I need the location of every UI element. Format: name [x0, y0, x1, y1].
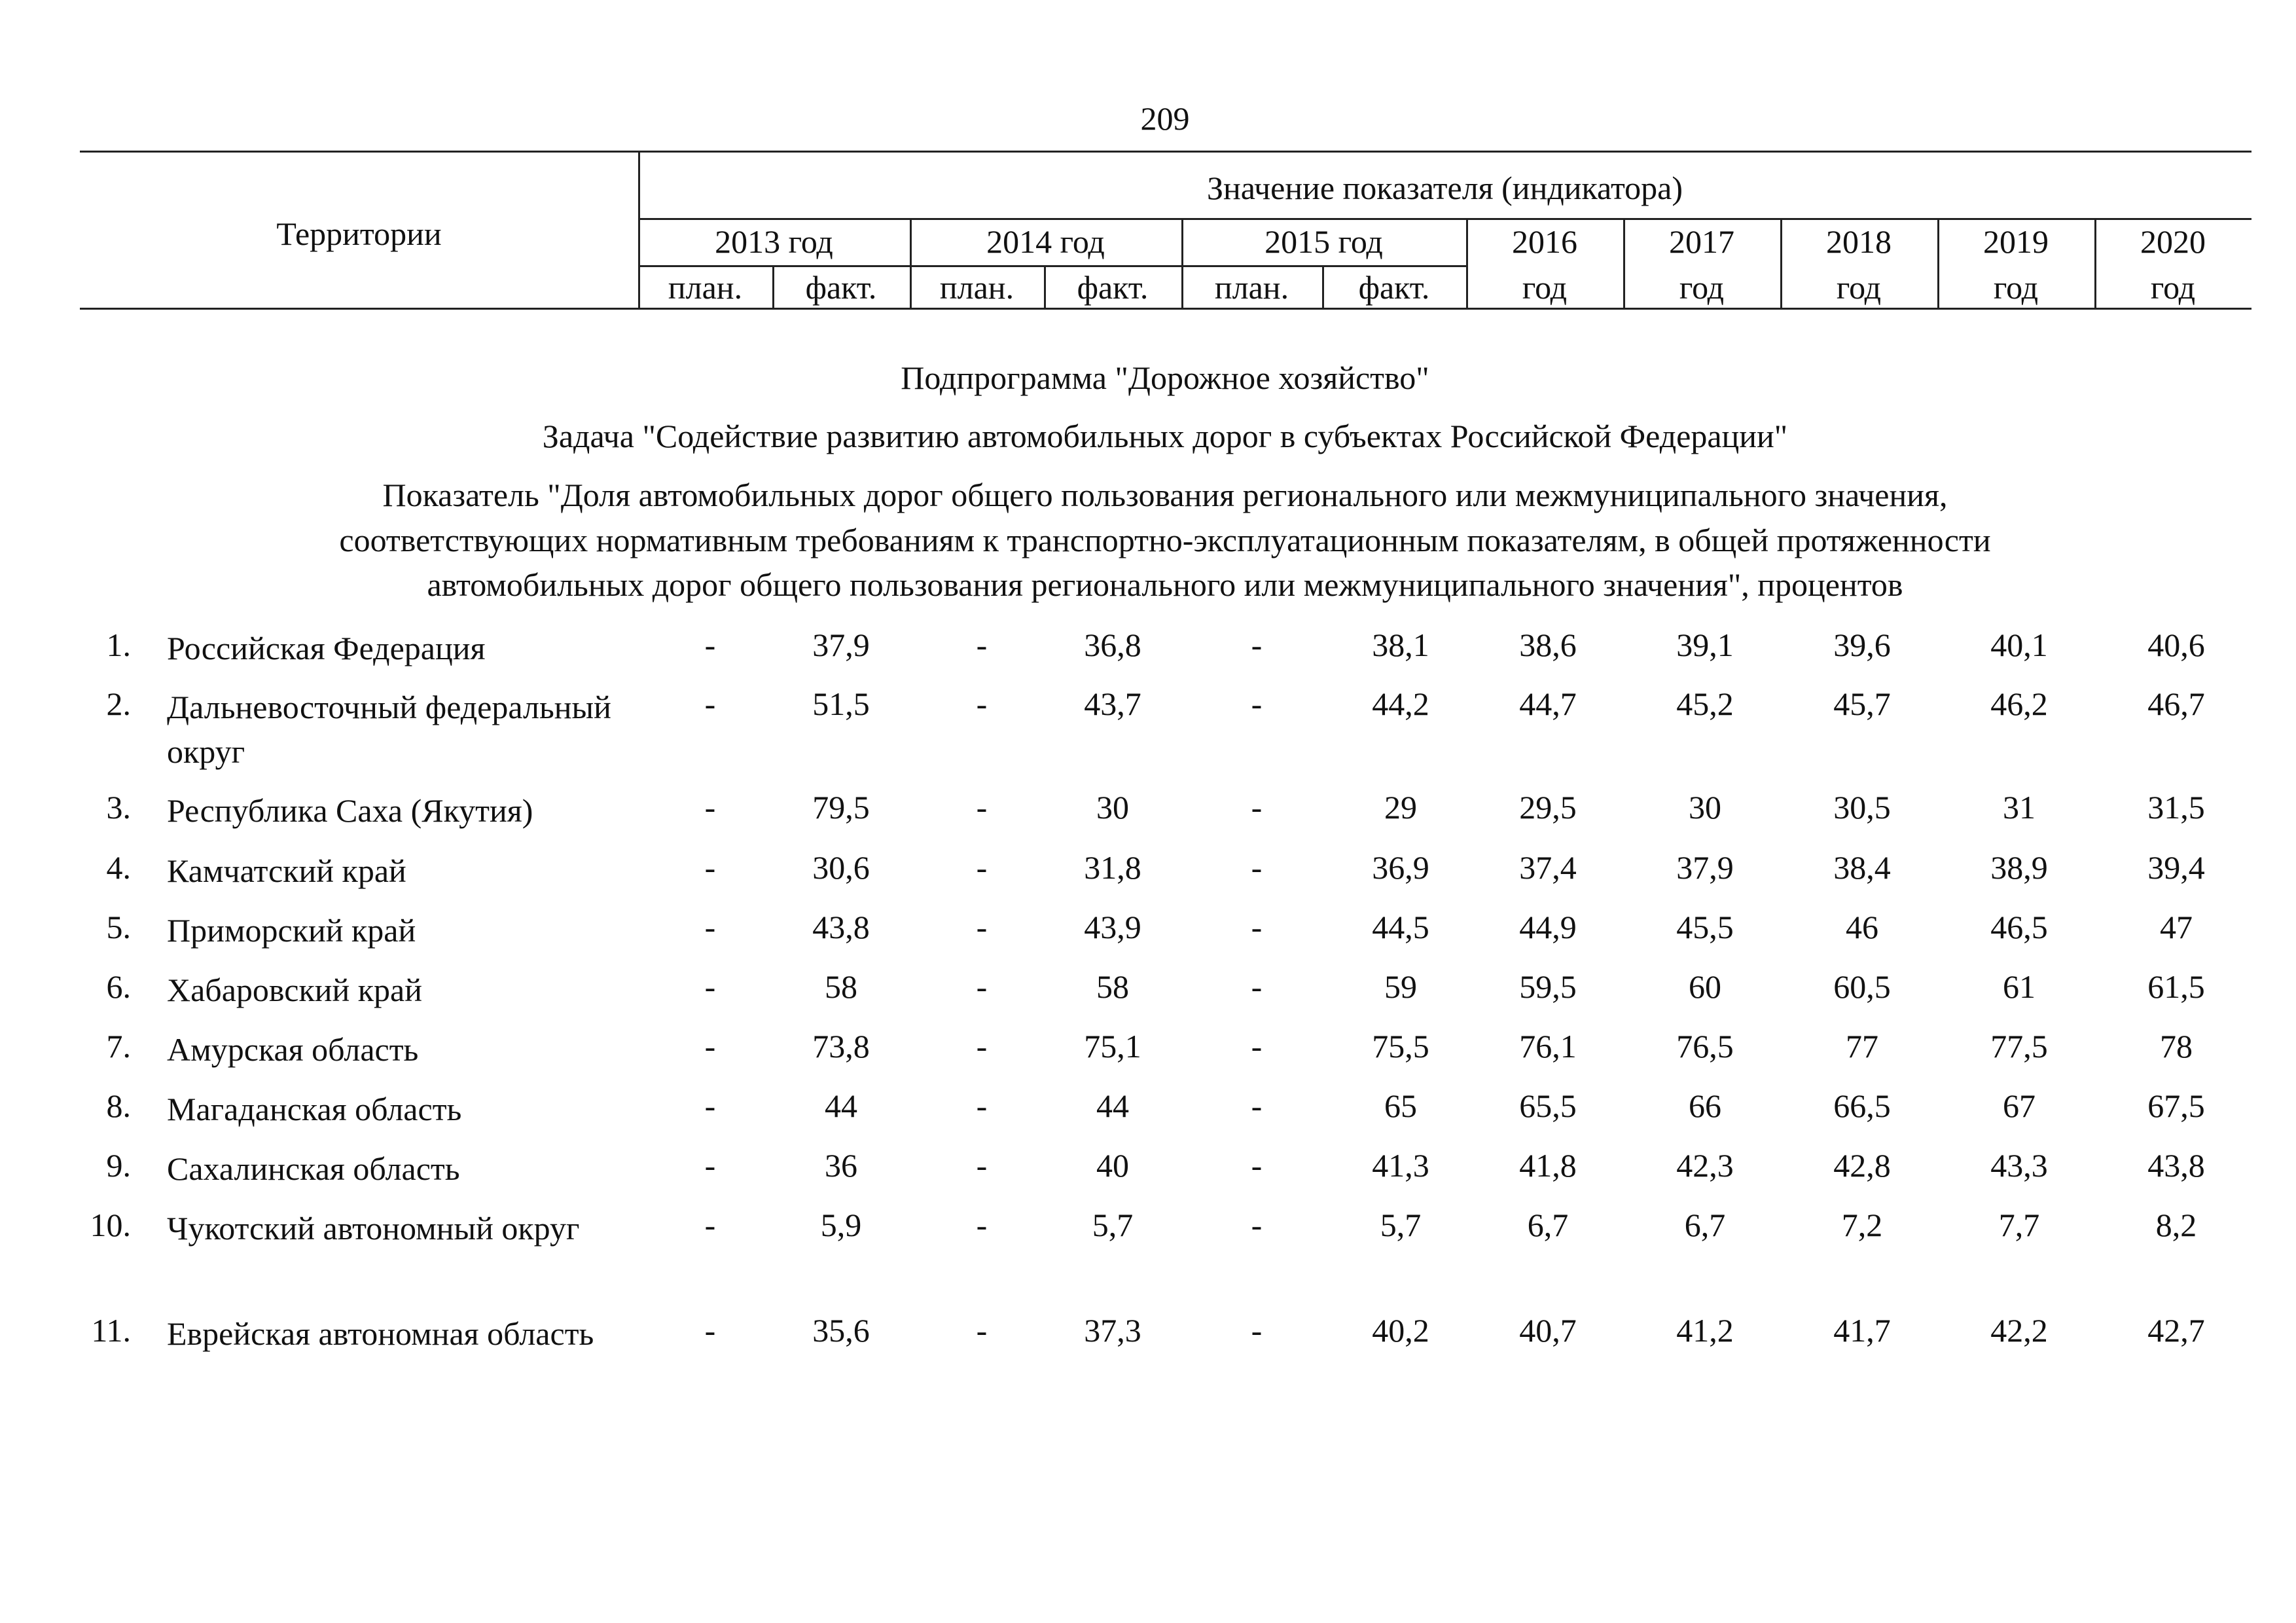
- header-plan-2015: план.: [1214, 269, 1289, 306]
- value-cell: -: [976, 627, 988, 663]
- value-cell: 31,5: [2147, 789, 2205, 826]
- table-row: [0, 1206, 2296, 1258]
- header-plan-2013: план.: [668, 269, 743, 306]
- value-cell: -: [976, 849, 988, 886]
- value-cell: -: [704, 1312, 716, 1349]
- value-cell: 43,3: [1990, 1147, 2048, 1184]
- value-cell: -: [704, 789, 716, 826]
- row-number: 4.: [106, 849, 131, 886]
- value-cell: 45,2: [1676, 685, 1734, 722]
- value-cell: 58: [1096, 968, 1129, 1005]
- value-cell: 43,8: [812, 909, 870, 945]
- header-rule-years: [638, 218, 2251, 220]
- value-cell: 42,7: [2147, 1312, 2205, 1349]
- header-god-2020: год: [2150, 269, 2196, 306]
- territory-name: Магаданская область: [167, 1091, 462, 1127]
- value-cell: -: [976, 909, 988, 945]
- value-cell: 40,2: [1372, 1312, 1429, 1349]
- value-cell: 44,2: [1372, 685, 1429, 722]
- value-cell: -: [704, 1028, 716, 1065]
- header-god-2017: год: [1679, 269, 1725, 306]
- territory-name: Хабаровский край: [167, 972, 422, 1008]
- value-cell: -: [704, 685, 716, 722]
- value-cell: 30: [1689, 789, 1721, 826]
- territory-name: Приморский край: [167, 912, 416, 949]
- value-cell: 37,9: [812, 627, 870, 663]
- header-fact-2013: факт.: [805, 269, 877, 306]
- header-year-2014: 2014 год: [986, 223, 1105, 260]
- indicator-line-2: соответствующих нормативным требованиям к транспортно-эксплуатационным показателям, в общей протяженности: [339, 522, 1991, 558]
- value-cell: 39,4: [2147, 849, 2205, 886]
- value-cell: 44,7: [1519, 685, 1577, 722]
- value-cell: 36,8: [1084, 627, 1141, 663]
- value-cell: 41,8: [1519, 1147, 1577, 1184]
- value-cell: -: [976, 1087, 988, 1124]
- value-cell: -: [1251, 849, 1263, 886]
- value-cell: 76,5: [1676, 1028, 1734, 1065]
- value-cell: 43,8: [2147, 1147, 2205, 1184]
- value-cell: 42,2: [1990, 1312, 2048, 1349]
- table-row: [0, 1027, 2296, 1080]
- value-cell: 43,9: [1084, 909, 1141, 945]
- value-cell: 39,1: [1676, 627, 1734, 663]
- value-cell: 30,6: [812, 849, 870, 886]
- territory-name: Амурская область: [167, 1031, 419, 1068]
- page-number: 209: [1140, 100, 1190, 137]
- value-cell: -: [1251, 627, 1263, 663]
- territory-name: Сахалинская область: [167, 1150, 460, 1187]
- value-cell: 60: [1689, 968, 1721, 1005]
- table-row: [0, 1087, 2296, 1139]
- row-number: 5.: [106, 909, 131, 945]
- header-bottom-rule: [80, 308, 2251, 310]
- territory-name: Еврейская автономная область: [167, 1315, 594, 1352]
- value-cell: 44: [825, 1087, 857, 1124]
- table-row: [0, 788, 2296, 841]
- value-cell: 77: [1846, 1028, 1878, 1065]
- row-number: 6.: [106, 968, 131, 1005]
- value-cell: 29: [1384, 789, 1417, 826]
- value-cell: 38,9: [1990, 849, 2048, 886]
- row-number: 3.: [106, 789, 131, 826]
- value-cell: 40,7: [1519, 1312, 1577, 1349]
- row-number: 1.: [106, 627, 131, 663]
- table-row: [0, 685, 2296, 770]
- territory-name: Чукотский автономный округ: [167, 1210, 580, 1247]
- value-cell: 59: [1384, 968, 1417, 1005]
- value-cell: 44,9: [1519, 909, 1577, 945]
- value-cell: 40: [1096, 1147, 1129, 1184]
- territory-name: Дальневосточный федеральный округ: [167, 689, 611, 770]
- value-cell: 41,7: [1833, 1312, 1891, 1349]
- value-cell: 40,1: [1990, 627, 2048, 663]
- value-cell: 30: [1096, 789, 1129, 826]
- value-cell: 75,1: [1084, 1028, 1141, 1065]
- territory-name: Камчатский край: [167, 852, 406, 889]
- value-cell: 43,7: [1084, 685, 1141, 722]
- value-cell: -: [704, 909, 716, 945]
- value-cell: 38,6: [1519, 627, 1577, 663]
- value-cell: 59,5: [1519, 968, 1577, 1005]
- header-rule-plan-fact: [638, 265, 1466, 267]
- header-god-2018: год: [1836, 269, 1882, 306]
- value-cell: 41,2: [1676, 1312, 1734, 1349]
- value-cell: 75,5: [1372, 1028, 1429, 1065]
- value-cell: 42,3: [1676, 1147, 1734, 1184]
- value-cell: 65,5: [1519, 1087, 1577, 1124]
- header-2019: 2019: [1983, 223, 2049, 260]
- header-god-2016: год: [1522, 269, 1568, 306]
- value-cell: 7,7: [1998, 1207, 2040, 1243]
- value-cell: 47: [2160, 909, 2193, 945]
- value-cell: -: [1251, 1147, 1263, 1184]
- value-cell: 77,5: [1990, 1028, 2048, 1065]
- value-cell: 35,6: [812, 1312, 870, 1349]
- value-cell: -: [976, 1147, 988, 1184]
- value-cell: 44,5: [1372, 909, 1429, 945]
- value-cell: 41,3: [1372, 1147, 1429, 1184]
- value-cell: 46: [1846, 909, 1878, 945]
- value-cell: -: [976, 685, 988, 722]
- value-cell: 5,7: [1092, 1207, 1134, 1243]
- header-2017: 2017: [1669, 223, 1734, 260]
- row-number: 9.: [106, 1147, 131, 1184]
- value-cell: 39,6: [1833, 627, 1891, 663]
- table-row: [0, 626, 2296, 678]
- header-fact-2015: факт.: [1358, 269, 1430, 306]
- value-cell: 65: [1384, 1087, 1417, 1124]
- header-top-rule: [80, 151, 2251, 153]
- value-cell: 30,5: [1833, 789, 1891, 826]
- value-cell: 76,1: [1519, 1028, 1577, 1065]
- header-2018: 2018: [1826, 223, 1892, 260]
- value-cell: 78: [2160, 1028, 2193, 1065]
- value-cell: 45,7: [1833, 685, 1891, 722]
- value-cell: -: [1251, 909, 1263, 945]
- row-number: 11.: [91, 1312, 131, 1349]
- value-cell: 51,5: [812, 685, 870, 722]
- value-cell: -: [976, 1207, 988, 1243]
- value-cell: 67: [2003, 1087, 2036, 1124]
- row-number: 8.: [106, 1087, 131, 1124]
- value-cell: 6,7: [1527, 1207, 1569, 1243]
- value-cell: -: [976, 968, 988, 1005]
- value-cell: 37,4: [1519, 849, 1577, 886]
- indicator-line-3: автомобильных дорог общего пользования регионального или межмуниципального значения", процентов: [427, 566, 1903, 603]
- header-plan-2014: план.: [939, 269, 1014, 306]
- value-cell: -: [976, 1312, 988, 1349]
- value-cell: 31,8: [1084, 849, 1141, 886]
- value-cell: 60,5: [1833, 968, 1891, 1005]
- value-cell: -: [704, 1147, 716, 1184]
- value-cell: 58: [825, 968, 857, 1005]
- value-cell: 29,5: [1519, 789, 1577, 826]
- value-cell: 66: [1689, 1087, 1721, 1124]
- row-number: 7.: [106, 1028, 131, 1065]
- task-title: Задача "Содействие развитию автомобильных дорог в субъектах Российской Федерации": [542, 418, 1788, 454]
- header-god-2019: год: [1993, 269, 2039, 306]
- value-cell: 38,4: [1833, 849, 1891, 886]
- value-cell: 79,5: [812, 789, 870, 826]
- value-cell: 61: [2003, 968, 2036, 1005]
- value-cell: 45,5: [1676, 909, 1734, 945]
- value-cell: -: [704, 1207, 716, 1243]
- header-year-2015: 2015 год: [1265, 223, 1383, 260]
- value-cell: 61,5: [2147, 968, 2205, 1005]
- table-row: [0, 1311, 2296, 1364]
- value-cell: -: [704, 968, 716, 1005]
- table-row: [0, 968, 2296, 1020]
- value-cell: -: [1251, 1207, 1263, 1243]
- territory-name: Республика Саха (Якутия): [167, 792, 533, 829]
- value-cell: 44: [1096, 1087, 1129, 1124]
- value-cell: 46,7: [2147, 685, 2205, 722]
- value-cell: 37,9: [1676, 849, 1734, 886]
- value-cell: 73,8: [812, 1028, 870, 1065]
- indicator-line-1: Показатель "Доля автомобильных дорог общего пользования регионального или межмуниципального значения,: [382, 477, 1948, 513]
- value-cell: -: [1251, 1087, 1263, 1124]
- value-cell: 5,7: [1380, 1207, 1422, 1243]
- value-cell: 46,2: [1990, 685, 2048, 722]
- value-cell: -: [1251, 968, 1263, 1005]
- value-cell: 36: [825, 1147, 857, 1184]
- value-cell: 31: [2003, 789, 2036, 826]
- value-cell: 37,3: [1084, 1312, 1141, 1349]
- value-cell: 8,2: [2155, 1207, 2197, 1243]
- value-cell: -: [704, 849, 716, 886]
- value-cell: 46,5: [1990, 909, 2048, 945]
- value-cell: 40,6: [2147, 627, 2205, 663]
- row-number: 10.: [90, 1207, 131, 1243]
- territory-name: Российская Федерация: [167, 630, 486, 666]
- value-cell: -: [1251, 1028, 1263, 1065]
- header-year-2013: 2013 год: [715, 223, 833, 260]
- value-cell: 67,5: [2147, 1087, 2205, 1124]
- value-cell: 7,2: [1841, 1207, 1883, 1243]
- value-cell: 42,8: [1833, 1147, 1891, 1184]
- header-territories: Территории: [276, 215, 442, 252]
- value-cell: -: [976, 789, 988, 826]
- value-cell: -: [704, 1087, 716, 1124]
- header-fact-2014: факт.: [1077, 269, 1149, 306]
- header-2020: 2020: [2140, 223, 2206, 260]
- value-cell: -: [704, 627, 716, 663]
- value-cell: 66,5: [1833, 1087, 1891, 1124]
- table-row: [0, 848, 2296, 901]
- row-number: 2.: [106, 685, 131, 722]
- value-cell: -: [976, 1028, 988, 1065]
- value-cell: -: [1251, 685, 1263, 722]
- table-row: [0, 908, 2296, 960]
- value-cell: -: [1251, 1312, 1263, 1349]
- header-indicator-value: Значение показателя (индикатора): [1206, 170, 1683, 206]
- header-2016: 2016: [1512, 223, 1577, 260]
- table-row: [0, 1146, 2296, 1199]
- subprogram-title: Подпрограмма "Дорожное хозяйство": [901, 359, 1429, 396]
- value-cell: -: [1251, 789, 1263, 826]
- value-cell: 5,9: [820, 1207, 862, 1243]
- value-cell: 38,1: [1372, 627, 1429, 663]
- value-cell: 6,7: [1684, 1207, 1726, 1243]
- value-cell: 36,9: [1372, 849, 1429, 886]
